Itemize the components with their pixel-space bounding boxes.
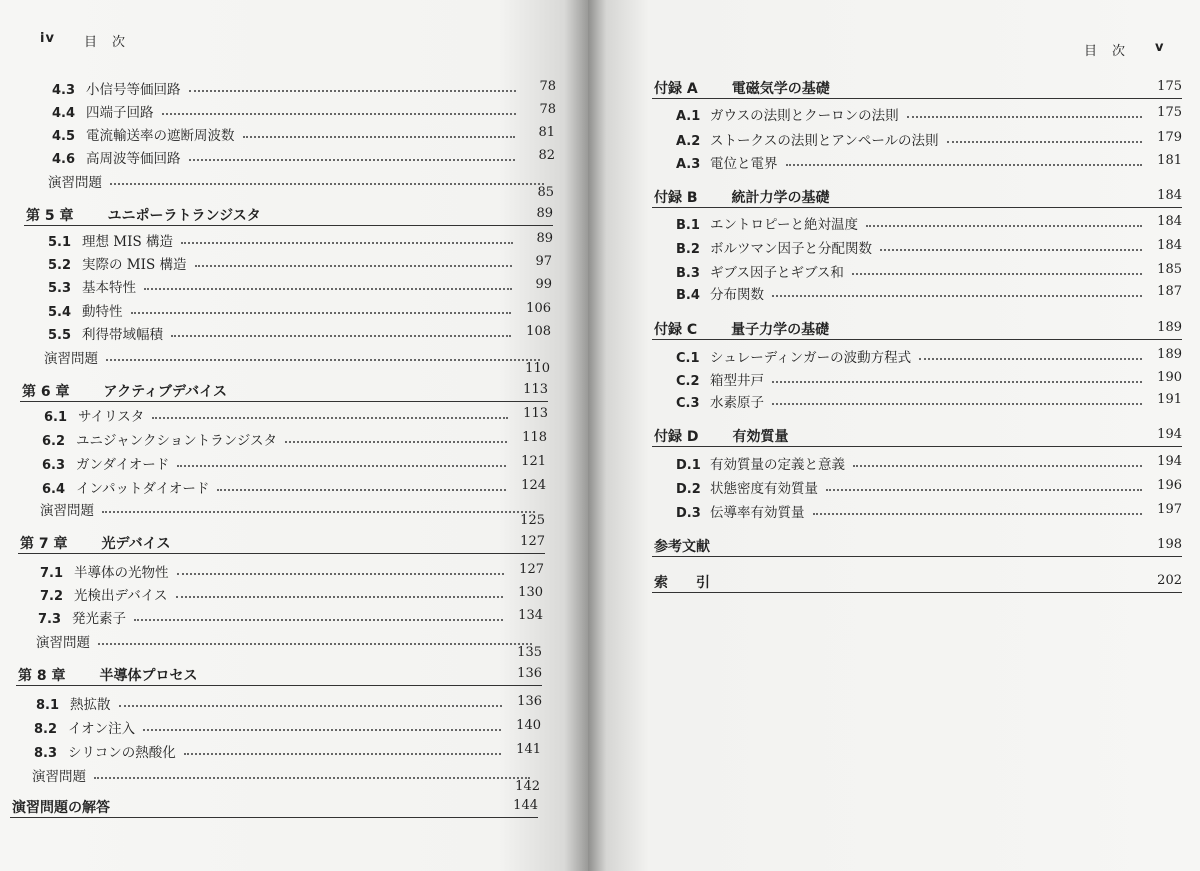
- right-page: [588, 0, 1200, 871]
- folio: v: [1155, 40, 1165, 55]
- chapter-title: 演習問題の解答: [12, 800, 110, 816]
- page-number: 142: [515, 779, 540, 794]
- chapter-title: アクティブデバイス: [103, 384, 227, 400]
- page-number: 134: [518, 608, 543, 623]
- leader-dots: [195, 265, 513, 267]
- leader-dots: [98, 643, 532, 645]
- toc-entry: [40, 561, 169, 581]
- chapter-number: 付録 D: [654, 429, 699, 445]
- section-number: 4.6: [52, 152, 76, 167]
- leader-dots: [184, 753, 501, 755]
- leader-dots: [106, 359, 540, 361]
- section-title: 演習問題: [36, 635, 90, 651]
- page-number: 85: [537, 185, 554, 200]
- page-number: 175: [1157, 105, 1182, 120]
- section-number: 5.5: [48, 328, 72, 343]
- section-title: 半導体の光物性: [74, 565, 169, 581]
- section-number: C.2: [676, 374, 700, 389]
- page-number: 189: [1157, 320, 1182, 335]
- chapter-heading: [654, 572, 710, 592]
- section-title: 水素原子: [710, 395, 764, 411]
- leader-dots: [162, 113, 517, 115]
- page-number: 187: [1157, 284, 1182, 299]
- toc-entry: [38, 607, 126, 627]
- chapter-title: 電磁気学の基礎: [731, 81, 830, 97]
- section-number: 4.4: [52, 106, 76, 121]
- page-number: 185: [1157, 262, 1182, 277]
- chapter-title: 統計力学の基礎: [731, 190, 830, 206]
- page-number: 196: [1157, 478, 1182, 493]
- chapter-rule: [652, 446, 1182, 447]
- section-title: 伝導率有効質量: [710, 505, 805, 521]
- section-number: 4.3: [52, 83, 76, 98]
- section-title: 有効質量の定義と意義: [710, 457, 845, 473]
- section-title: 光検出デバイス: [74, 588, 168, 604]
- section-title: 利得帯域幅積: [82, 327, 163, 343]
- section-title: サイリスタ: [78, 409, 145, 425]
- section-title: イオン注入: [68, 721, 136, 737]
- chapter-number: 付録 C: [654, 322, 698, 338]
- page-number: 113: [523, 382, 548, 397]
- toc-entry: [48, 171, 102, 191]
- leader-dots: [285, 441, 507, 443]
- chapter-heading: [22, 381, 227, 401]
- toc-entry: [676, 152, 778, 172]
- chapter-rule: [652, 556, 1182, 557]
- section-title: シュレーディンガーの波動方程式: [710, 350, 912, 366]
- toc-entry: [42, 477, 209, 497]
- chapter-rule: [24, 225, 553, 226]
- leader-dots: [243, 136, 516, 138]
- leader-dots: [176, 596, 503, 598]
- section-number: C.1: [676, 351, 700, 366]
- toc-entry: [676, 453, 845, 473]
- section-number: D.2: [676, 482, 701, 497]
- section-title: 基本特性: [82, 280, 136, 296]
- page-number: 113: [523, 406, 548, 421]
- page-number: 130: [518, 585, 543, 600]
- section-number: 5.4: [48, 305, 72, 320]
- page-number: 81: [538, 125, 555, 140]
- left-page: [0, 0, 588, 871]
- section-number: 4.5: [52, 129, 76, 144]
- page-number: 184: [1157, 214, 1182, 229]
- page-number: 135: [517, 645, 542, 660]
- toc-entry: [676, 283, 764, 303]
- toc-entry: [32, 765, 86, 785]
- chapter-heading: [654, 319, 829, 339]
- section-number: B.3: [676, 266, 700, 281]
- page-number: 125: [520, 513, 545, 528]
- toc-entry: [676, 501, 805, 521]
- leader-dots: [853, 465, 1142, 467]
- toc-entry: [40, 499, 94, 519]
- chapter-rule: [652, 339, 1182, 340]
- leader-dots: [131, 312, 512, 314]
- toc-entry: [48, 323, 163, 343]
- chapter-title: 半導体プロセス: [99, 668, 198, 684]
- toc-entry: [676, 346, 911, 366]
- section-number: 6.1: [44, 410, 68, 425]
- toc-entry: [36, 631, 90, 651]
- leader-dots: [189, 90, 517, 92]
- section-title: 発光素子: [72, 611, 126, 627]
- chapter-title: 参考文献: [654, 539, 710, 555]
- running-head: 目 次: [1084, 44, 1127, 59]
- leader-dots: [852, 273, 1142, 275]
- section-number: 6.3: [42, 458, 66, 473]
- leader-dots: [102, 511, 535, 513]
- section-title: 状態密度有効質量: [710, 481, 818, 497]
- section-title: シリコンの熱酸化: [68, 745, 176, 761]
- section-title: 四端子回路: [86, 105, 154, 121]
- leader-dots: [217, 489, 506, 491]
- leader-dots: [919, 358, 1142, 360]
- section-number: D.1: [676, 458, 701, 473]
- page-number: 78: [539, 79, 556, 94]
- page-number: 194: [1157, 454, 1182, 469]
- section-title: ギブス因子とギブス和: [710, 265, 844, 281]
- running-head: 目 次: [84, 35, 127, 50]
- toc-entry: [40, 584, 168, 604]
- chapter-title: 量子力学の基礎: [731, 322, 830, 338]
- page-number: 136: [517, 666, 542, 681]
- page-number: 110: [525, 361, 550, 376]
- leader-dots: [144, 288, 512, 290]
- toc-entry: [52, 147, 181, 167]
- chapter-title: 索 引: [654, 575, 710, 591]
- chapter-rule: [10, 817, 538, 818]
- page-number: 121: [521, 454, 546, 469]
- chapter-heading: [654, 78, 830, 98]
- leader-dots: [866, 225, 1142, 227]
- section-title: 分布関数: [710, 287, 764, 303]
- section-number: A.2: [676, 134, 701, 149]
- leader-dots: [772, 295, 1142, 297]
- leader-dots: [171, 335, 511, 337]
- toc-entry: [676, 237, 872, 257]
- section-number: 8.3: [34, 746, 58, 761]
- chapter-title: 有効質量: [732, 429, 789, 445]
- leader-dots: [177, 573, 505, 575]
- page-number: 190: [1157, 370, 1182, 385]
- section-title: 実際の MIS 構造: [82, 257, 187, 273]
- toc-entry: [676, 104, 899, 124]
- toc-entry: [42, 429, 277, 449]
- page-number: 189: [1157, 347, 1182, 362]
- toc-entry: [48, 230, 173, 250]
- section-number: 5.3: [48, 281, 72, 296]
- section-number: B.1: [676, 218, 700, 233]
- chapter-rule: [18, 553, 545, 554]
- page-number: 118: [522, 430, 547, 445]
- leader-dots: [143, 729, 501, 731]
- toc-entry: [36, 693, 111, 713]
- section-title: ガウスの法則とクーロンの法則: [710, 108, 899, 124]
- toc-entry: [52, 124, 235, 144]
- chapter-heading: [654, 187, 830, 207]
- section-title: ストークスの法則とアンペールの法則: [710, 133, 939, 149]
- toc-entry: [44, 405, 144, 425]
- chapter-heading: [654, 426, 789, 446]
- section-number: D.3: [676, 506, 701, 521]
- page-number: 99: [535, 277, 552, 292]
- section-number: 6.4: [42, 482, 66, 497]
- chapter-heading: [18, 665, 198, 685]
- toc-entry: [676, 213, 858, 233]
- leader-dots: [119, 705, 503, 707]
- leader-dots: [181, 242, 513, 244]
- toc-entry: [52, 78, 181, 98]
- chapter-heading: [20, 533, 171, 553]
- page-number: 141: [516, 742, 541, 757]
- toc-entry: [44, 347, 98, 367]
- leader-dots: [94, 777, 530, 779]
- leader-dots: [189, 159, 516, 161]
- section-title: 高周波等価回路: [86, 151, 181, 167]
- page-number: 124: [521, 478, 546, 493]
- leader-dots: [110, 183, 544, 185]
- section-number: B.2: [676, 242, 700, 257]
- toc-entry: [42, 453, 169, 473]
- section-title: インパットダイオード: [76, 481, 210, 497]
- page-number: 108: [526, 324, 551, 339]
- leader-dots: [826, 489, 1142, 491]
- toc-entry: [52, 101, 154, 121]
- leader-dots: [152, 417, 508, 419]
- toc-entry: [676, 261, 844, 281]
- section-title: 演習問題: [44, 351, 98, 367]
- toc-entry: [48, 300, 123, 320]
- leader-dots: [177, 465, 506, 467]
- chapter-number: 付録 B: [654, 190, 698, 206]
- section-number: A.1: [676, 109, 701, 124]
- section-number: 5.1: [48, 235, 72, 250]
- section-title: 動特性: [82, 304, 123, 320]
- section-number: 7.2: [40, 589, 64, 604]
- toc-entry: [34, 741, 176, 761]
- chapter-rule: [16, 685, 542, 686]
- section-number: B.4: [676, 288, 700, 303]
- chapter-heading: [654, 536, 710, 556]
- chapter-title: 光デバイス: [101, 536, 171, 552]
- section-title: ユニジャンクショントランジスタ: [76, 433, 277, 449]
- leader-dots: [786, 164, 1143, 166]
- folio: iv: [40, 31, 55, 46]
- chapter-number: 第 8 章: [18, 668, 66, 684]
- leader-dots: [772, 403, 1142, 405]
- page-number: 82: [538, 148, 555, 163]
- section-number: 8.1: [36, 698, 60, 713]
- section-number: 7.1: [40, 566, 64, 581]
- chapter-heading: [26, 205, 261, 225]
- page-number: 175: [1157, 79, 1182, 94]
- leader-dots: [772, 381, 1142, 383]
- chapter-heading: [12, 797, 110, 817]
- page-number: 127: [519, 562, 544, 577]
- section-title: 演習問題: [48, 175, 102, 191]
- page-number: 78: [539, 102, 556, 117]
- toc-entry: [34, 717, 135, 737]
- leader-dots: [813, 513, 1143, 515]
- chapter-title: ユニポーラトランジスタ: [107, 208, 261, 224]
- toc-entry: [48, 276, 136, 296]
- section-title: ボルツマン因子と分配関数: [710, 241, 872, 257]
- section-number: 8.2: [34, 722, 58, 737]
- page-number: 194: [1157, 427, 1182, 442]
- section-title: エントロピーと絶対温度: [710, 217, 858, 233]
- leader-dots: [947, 141, 1142, 143]
- page-number: 184: [1157, 238, 1182, 253]
- page-number: 181: [1157, 153, 1182, 168]
- page-number: 97: [535, 254, 552, 269]
- chapter-rule: [20, 401, 548, 402]
- page-number: 191: [1157, 392, 1182, 407]
- toc-entry: [676, 477, 818, 497]
- leader-dots: [907, 116, 1142, 118]
- leader-dots: [880, 249, 1142, 251]
- page-number: 179: [1157, 130, 1182, 145]
- page-number: 89: [536, 206, 553, 221]
- section-title: 演習問題: [40, 503, 94, 519]
- section-title: 電位と電界: [710, 156, 778, 172]
- page-number: 89: [536, 231, 553, 246]
- section-title: 電流輸送率の遮断周波数: [86, 128, 235, 144]
- chapter-number: 付録 A: [654, 81, 698, 97]
- section-title: ガンダイオード: [76, 457, 170, 473]
- toc-entry: [676, 129, 939, 149]
- page-number: 202: [1157, 573, 1182, 588]
- section-number: 5.2: [48, 258, 72, 273]
- chapter-number: 第 6 章: [22, 384, 70, 400]
- page-number: 197: [1157, 502, 1182, 517]
- chapter-rule: [652, 98, 1182, 99]
- section-number: A.3: [676, 157, 701, 172]
- chapter-rule: [652, 207, 1182, 208]
- section-title: 小信号等価回路: [86, 82, 181, 98]
- chapter-number: 第 7 章: [20, 536, 68, 552]
- section-number: 7.3: [38, 612, 62, 627]
- toc-entry: [48, 253, 187, 273]
- page-number: 106: [526, 301, 551, 316]
- section-number: 6.2: [42, 434, 66, 449]
- page-number: 140: [516, 718, 541, 733]
- chapter-number: 第 5 章: [26, 208, 74, 224]
- page-number: 127: [520, 534, 545, 549]
- section-title: 演習問題: [32, 769, 86, 785]
- section-title: 熱拡散: [70, 697, 111, 713]
- page-number: 136: [517, 694, 542, 709]
- toc-entry: [676, 391, 764, 411]
- chapter-rule: [652, 592, 1182, 593]
- page-number: 144: [513, 798, 538, 813]
- page-number: 198: [1157, 537, 1182, 552]
- toc-entry: [676, 369, 764, 389]
- leader-dots: [134, 619, 503, 621]
- page-number: 184: [1157, 188, 1182, 203]
- section-number: C.3: [676, 396, 700, 411]
- section-title: 箱型井戸: [710, 373, 764, 389]
- section-title: 理想 MIS 構造: [82, 234, 173, 250]
